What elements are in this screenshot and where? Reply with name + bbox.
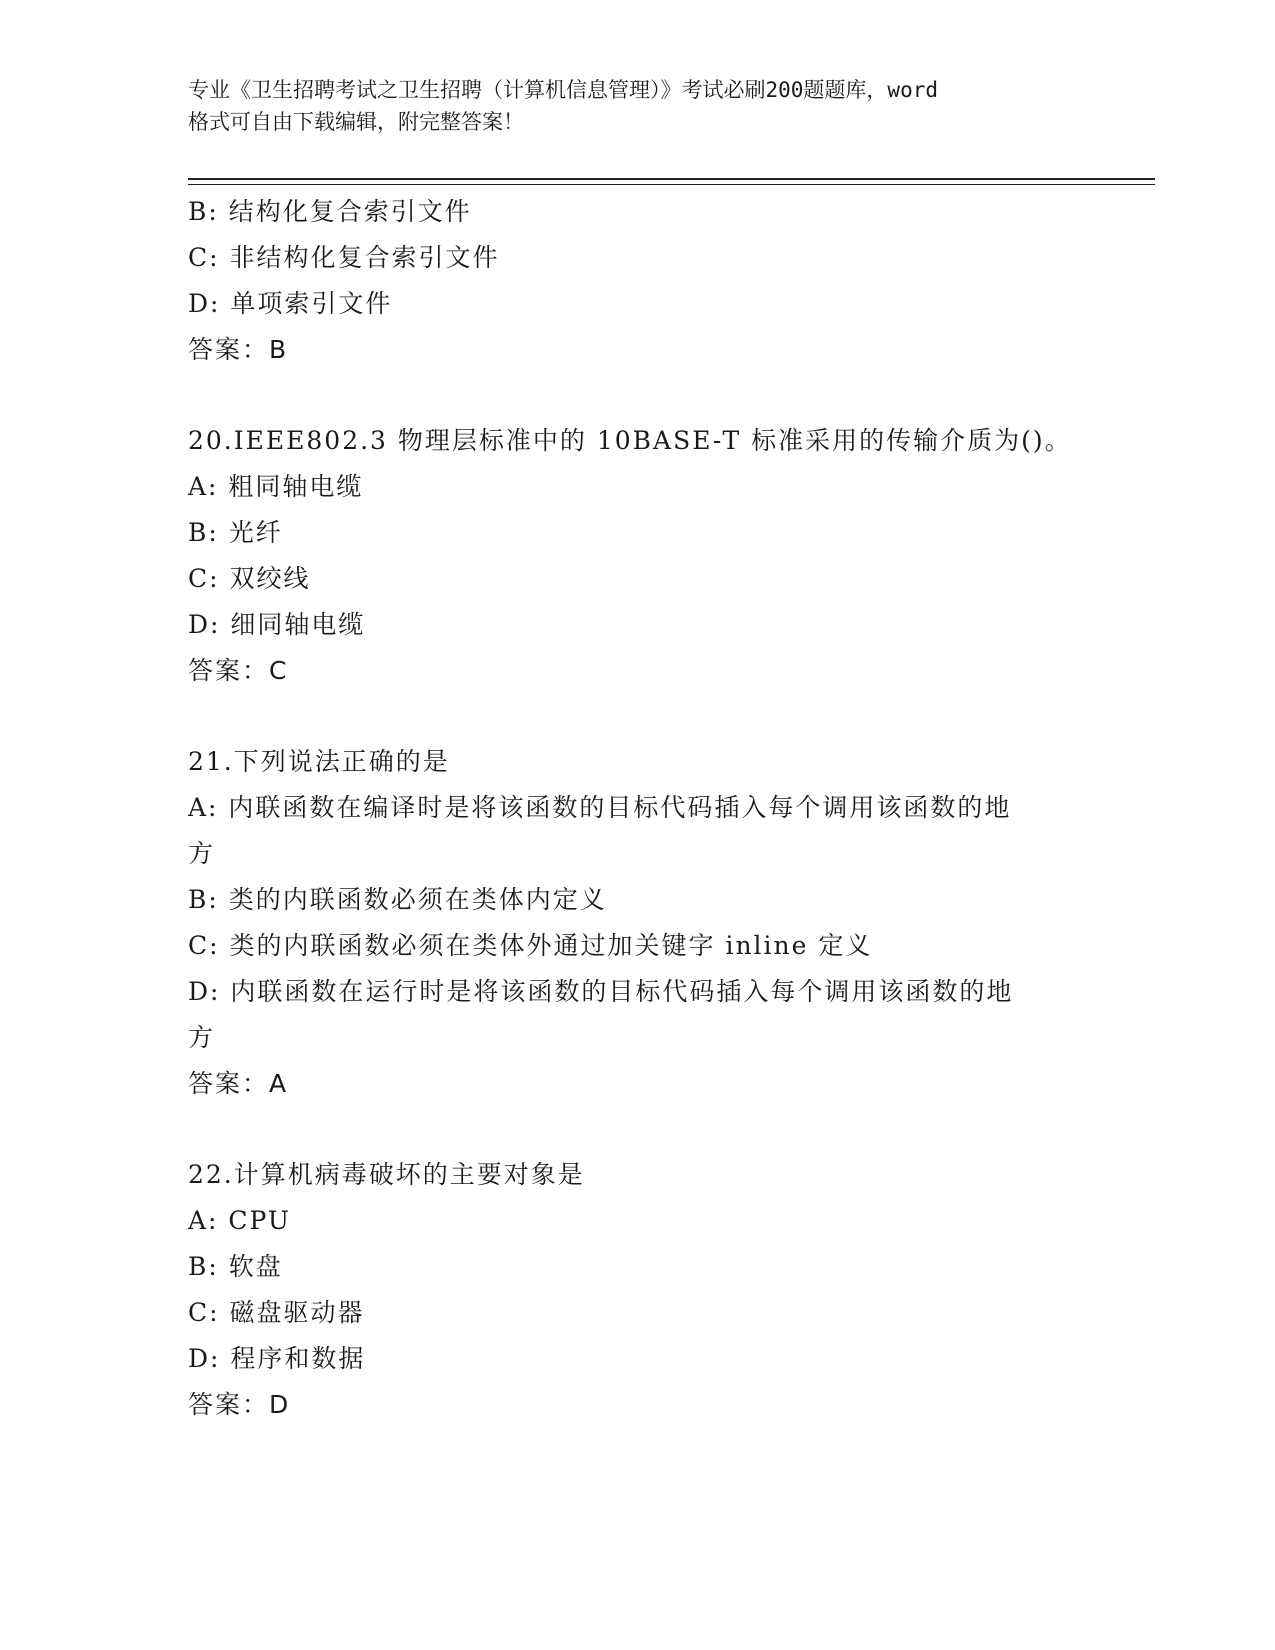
answer-value: A: [269, 1069, 289, 1098]
option-c: C: 磁盘驱动器: [188, 1298, 365, 1327]
option-d-line-2: 方: [188, 1023, 216, 1052]
answer-value: D: [269, 1390, 291, 1419]
answer-row: [188, 1061, 1088, 1107]
answer-label: 答案：: [188, 335, 270, 364]
option-c: C: 非结构化复合索引文件: [188, 243, 500, 272]
answer-row: [188, 1382, 1088, 1428]
answer-row: [188, 327, 1088, 373]
option-d: D: 程序和数据: [188, 1344, 366, 1373]
question-list: [188, 189, 1088, 1428]
question-19: [188, 189, 1088, 373]
option-a: A: 粗同轴电缆: [188, 472, 364, 501]
option-d: D: 单项索引文件: [188, 289, 393, 318]
header-title-line-2: 格式可自由下载编辑，附完整答案！: [188, 110, 524, 134]
answer-label: 答案：: [188, 1069, 270, 1098]
option-b: B: 光纤: [188, 518, 283, 547]
question-21: [188, 739, 1088, 1107]
option-d-line-1: D: 内联函数在运行时是将该函数的目标代码插入每个调用该函数的地: [188, 977, 1014, 1006]
header-divider-thin: [188, 184, 1155, 185]
option-b: B: 类的内联函数必须在类体内定义: [188, 885, 607, 914]
option-b: B: 结构化复合索引文件: [188, 197, 472, 226]
question-text: 21.下列说法正确的是: [188, 747, 450, 776]
answer-row: [188, 648, 1088, 694]
option-a-line-2: 方: [188, 839, 216, 868]
option-c: C: 类的内联函数必须在类体外通过加关键字 inline 定义: [188, 931, 873, 960]
question-text: 20.IEEE802.3 物理层标准中的 10BASE-T 标准采用的传输介质为()。: [188, 426, 1072, 455]
answer-value: B: [269, 335, 289, 364]
option-b: B: 软盘: [188, 1252, 283, 1281]
question-20: [188, 418, 1088, 694]
option-a: A: CPU: [188, 1206, 292, 1235]
option-d: D: 细同轴电缆: [188, 610, 366, 639]
page-header: [188, 74, 1088, 138]
option-a-line-1: A: 内联函数在编译时是将该函数的目标代码插入每个调用该函数的地: [188, 793, 1012, 822]
answer-label: 答案：: [188, 656, 270, 685]
answer-value: C: [269, 656, 289, 685]
header-divider: [188, 178, 1155, 180]
option-c: C: 双绞线: [188, 564, 311, 593]
header-title-line-1: 专业《卫生招聘考试之卫生招聘（计算机信息管理）》考试必刷200题题库，word: [188, 78, 938, 102]
question-text: 22.计算机病毒破坏的主要对象是: [188, 1160, 585, 1189]
answer-label: 答案：: [188, 1390, 270, 1419]
question-22: [188, 1152, 1088, 1428]
